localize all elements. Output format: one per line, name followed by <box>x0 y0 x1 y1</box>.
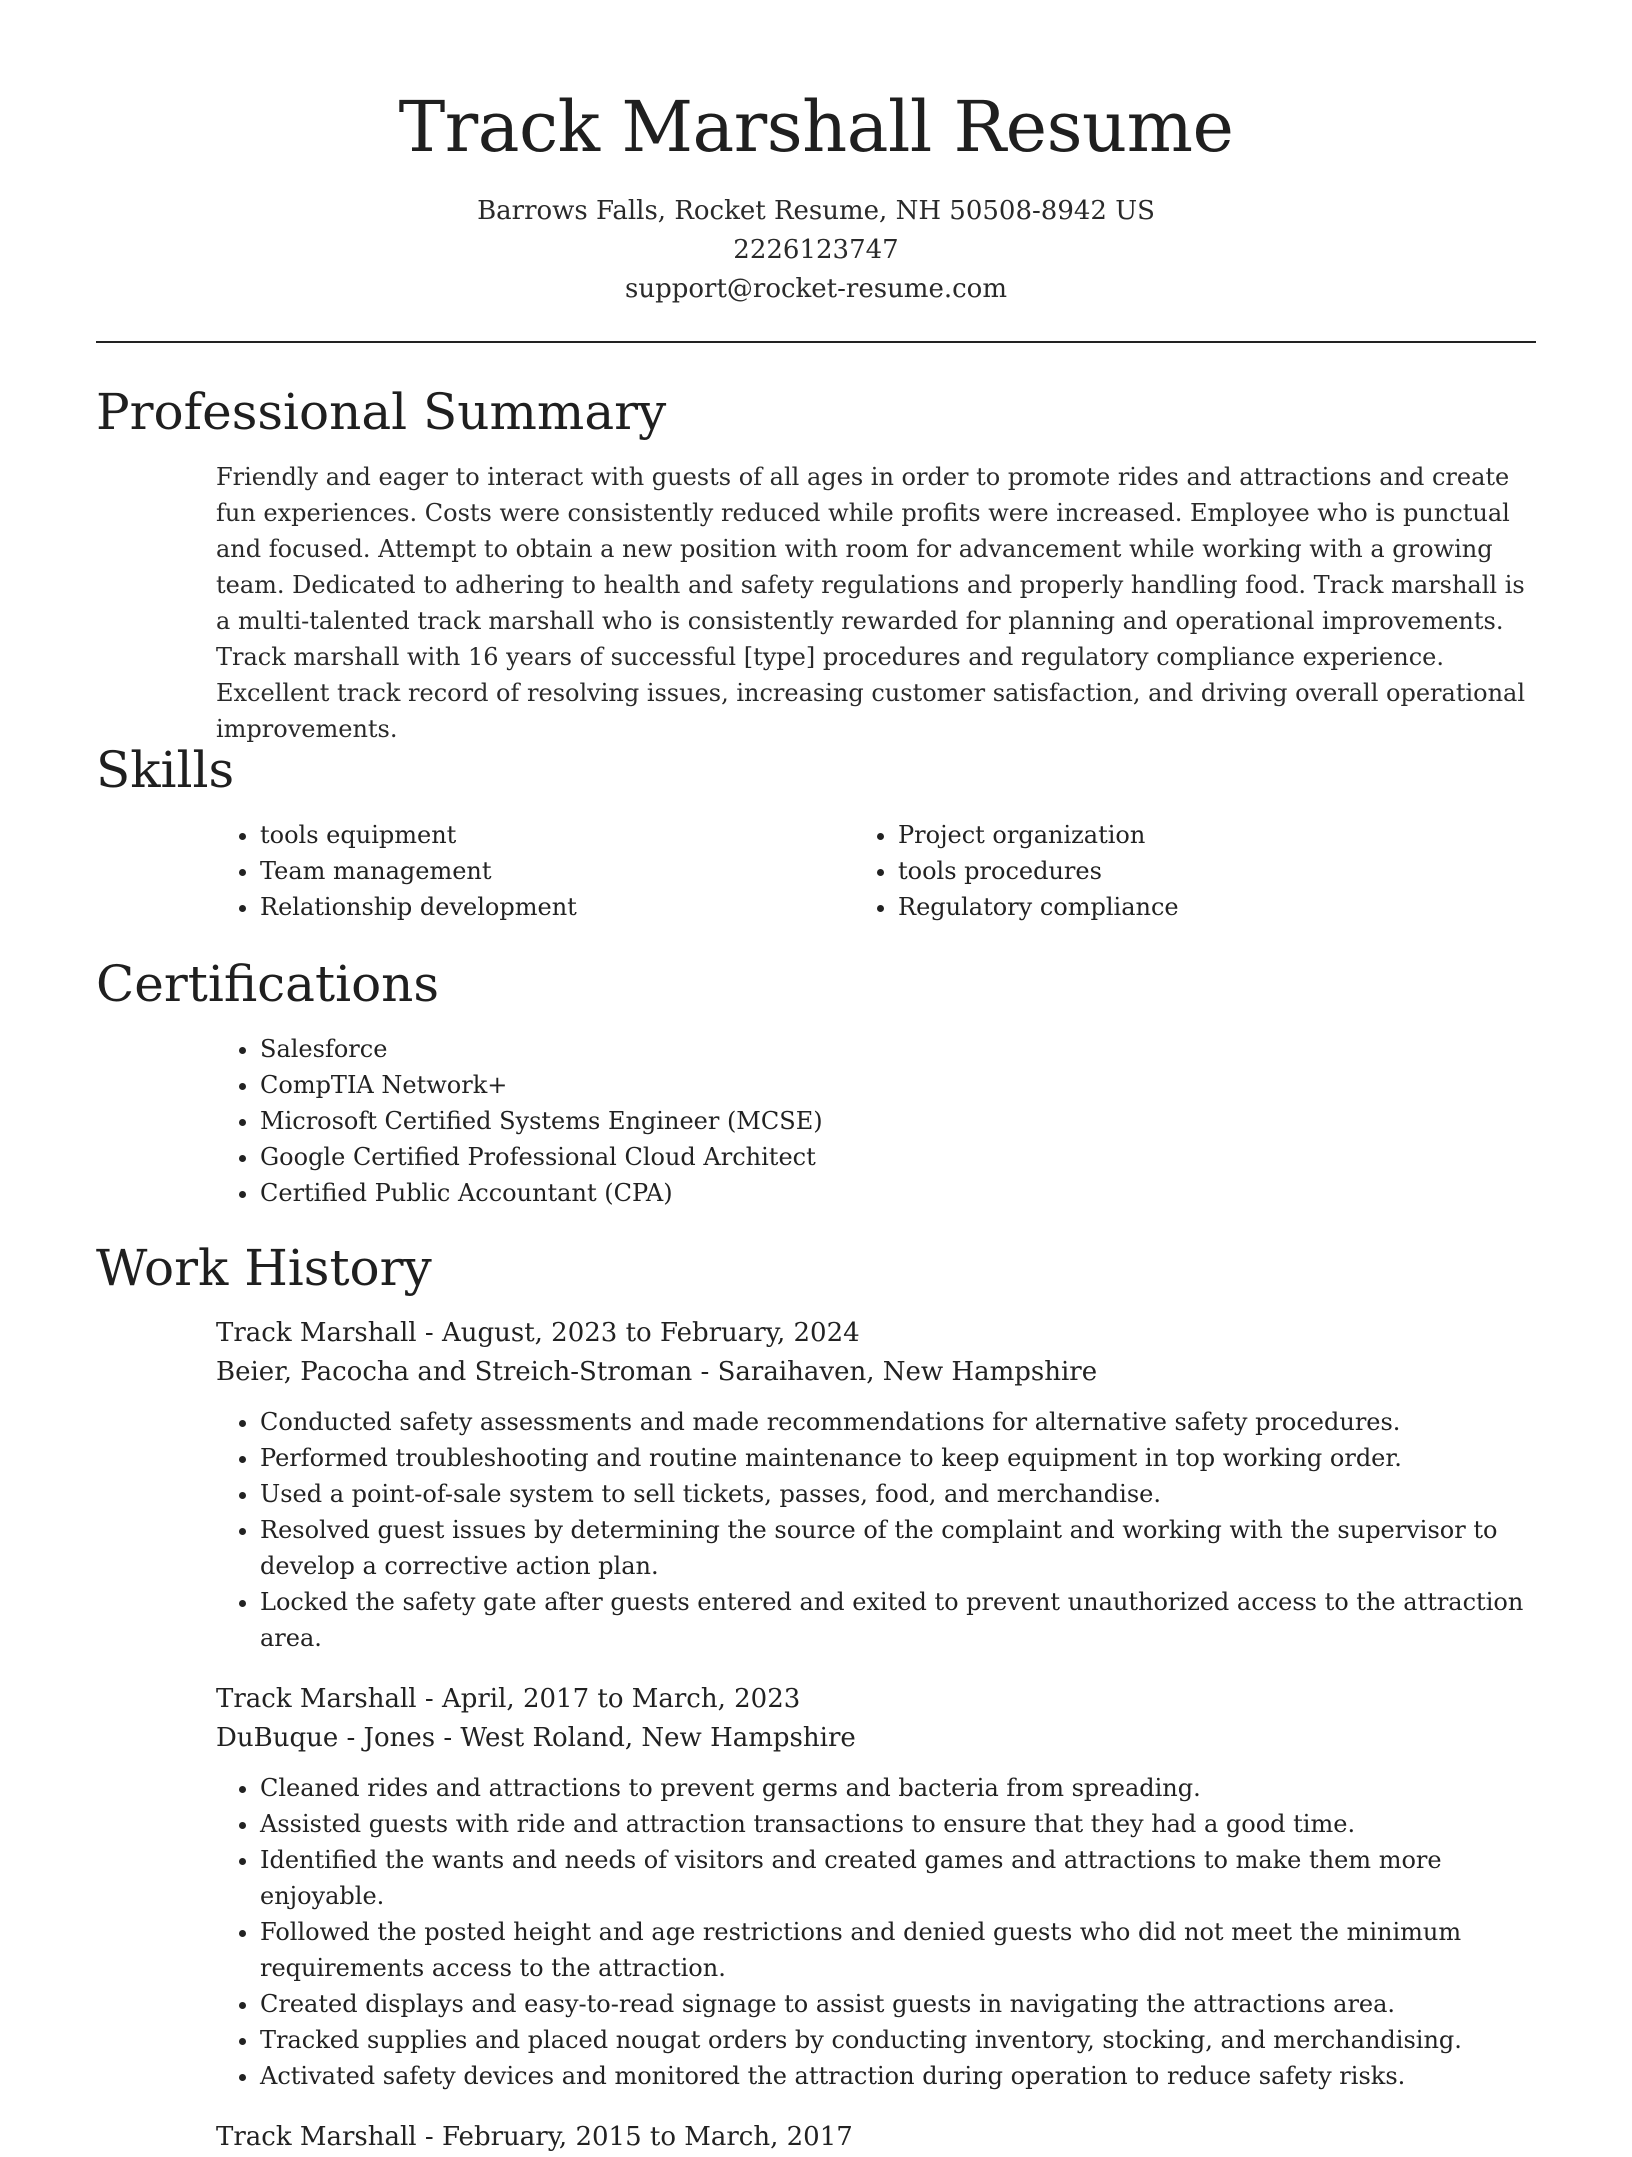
summary-heading: Professional Summary <box>96 383 667 441</box>
job-duty: • Conducted safety assessments and made recommendations for alternative safety procedures. <box>260 1404 1536 1440</box>
job-duty: • Created displays and easy-to-read signage to assist guests in navigating the attractions area. <box>260 1986 1536 2022</box>
job-duty: • Resolved guest issues by determining the source of the complaint and working with the supervisor to develop a corrective action plan. <box>260 1512 1536 1584</box>
work-history-section <box>96 1238 1536 2157</box>
skill-item: • Project organization <box>898 817 1536 853</box>
job-entry <box>216 1314 1536 1656</box>
job-duty: • Activated safety devices and monitored the attraction during operation to reduce safety risks. <box>260 2058 1536 2094</box>
skill-item: • Team management <box>260 853 898 889</box>
job-duties-list <box>216 1770 1536 2094</box>
certifications-heading: Certifications <box>96 955 440 1013</box>
job-duty: • Cleaned rides and attractions to prevent germs and bacteria from spreading. <box>260 1770 1536 1806</box>
certification-item: • CompTIA Network+ <box>260 1067 1536 1103</box>
summary-text: Friendly and eager to interact with guests of all ages in order to promote rides and attractions and create fun experiences. Costs were consistently reduced while profits were increased. Employee who is punctual and focused. Attempt to obtain a new position with room for advancement while working with a growing team. Dedicated to adhering to health and safety regulations and properly handling food. Track marshall is a multi-talented track marshall who is consistently rewarded for planning and operational improvements. Track marshall with 16 years of successful [type] procedures and regulatory compliance experience. Excellent track record of resolving issues, increasing customer satisfaction, and driving overall operational improvements. <box>216 463 1526 743</box>
job-duty: • Locked the safety gate after guests entered and exited to prevent unauthorized access to the attraction area. <box>260 1584 1536 1656</box>
job-title: Track Marshall <box>216 1684 417 1714</box>
job-title: Track Marshall <box>216 2122 417 2152</box>
skills-list-right <box>898 817 1536 925</box>
certification-item: • Salesforce <box>260 1031 1536 1067</box>
job-title-line <box>216 2118 1536 2157</box>
skill-item: • tools procedures <box>898 853 1536 889</box>
job-entry <box>216 2118 1536 2157</box>
job-duty: • Performed troubleshooting and routine maintenance to keep equipment in top working order. <box>260 1440 1536 1476</box>
certification-item: • Google Certified Professional Cloud Architect <box>260 1139 1536 1175</box>
resume-title: Track Marshall Resume <box>398 86 1234 168</box>
job-company-line <box>216 1719 1536 1758</box>
summary-section <box>96 382 1536 747</box>
certification-item: • Certified Public Accountant (CPA) <box>260 1175 1536 1211</box>
job-duty: • Identified the wants and needs of visitors and created games and attractions to make them more enjoyable. <box>260 1842 1536 1914</box>
header-divider <box>96 341 1536 343</box>
contact-phone: 2226123747 <box>733 235 899 265</box>
job-duty: • Used a point-of-sale system to sell tickets, passes, food, and merchandise. <box>260 1476 1536 1512</box>
job-title-line <box>216 1680 1536 1719</box>
job-location: - West Roland, New Hampshire <box>435 1723 856 1753</box>
skill-item: • Regulatory compliance <box>898 889 1536 925</box>
job-company: Beier, Pacocha and Streich-Stroman <box>216 1357 693 1387</box>
job-company-line <box>216 1353 1536 1392</box>
contact-email: support@rocket-resume.com <box>624 274 1007 304</box>
job-dates: - August, 2023 to February, 2024 <box>416 1318 860 1348</box>
job-dates: - April, 2017 to March, 2023 <box>416 1684 801 1714</box>
job-company: DuBuque - Jones <box>216 1723 436 1753</box>
job-duty: • Tracked supplies and placed nougat orders by conducting inventory, stocking, and merchandising. <box>260 2022 1536 2058</box>
job-entry <box>216 1680 1536 2094</box>
certifications-list <box>96 1031 1536 1211</box>
contact-info <box>0 192 1632 309</box>
job-duty: • Followed the posted height and age restrictions and denied guests who did not meet the minimum requirements access to the attraction. <box>260 1914 1536 1986</box>
job-title: Track Marshall <box>216 1318 417 1348</box>
skills-heading: Skills <box>96 741 235 799</box>
work-history-heading: Work History <box>96 1239 432 1297</box>
skills-section <box>96 740 1536 925</box>
resume-header <box>0 0 1632 309</box>
job-dates: - February, 2015 to March, 2017 <box>416 2122 853 2152</box>
skill-item: • tools equipment <box>260 817 898 853</box>
job-title-line <box>216 1314 1536 1353</box>
skill-item: • Relationship development <box>260 889 898 925</box>
contact-address: Barrows Falls, Rocket Resume, NH 50508-8942 US <box>477 196 1155 226</box>
skills-columns <box>96 817 1536 925</box>
job-location: - Saraihaven, New Hampshire <box>692 1357 1098 1387</box>
job-duty: • Assisted guests with ride and attraction transactions to ensure that they had a good time. <box>260 1806 1536 1842</box>
certifications-section <box>96 954 1536 1211</box>
skills-list-left <box>96 817 898 925</box>
job-duties-list <box>216 1404 1536 1656</box>
certification-item: • Microsoft Certified Systems Engineer (MCSE) <box>260 1103 1536 1139</box>
